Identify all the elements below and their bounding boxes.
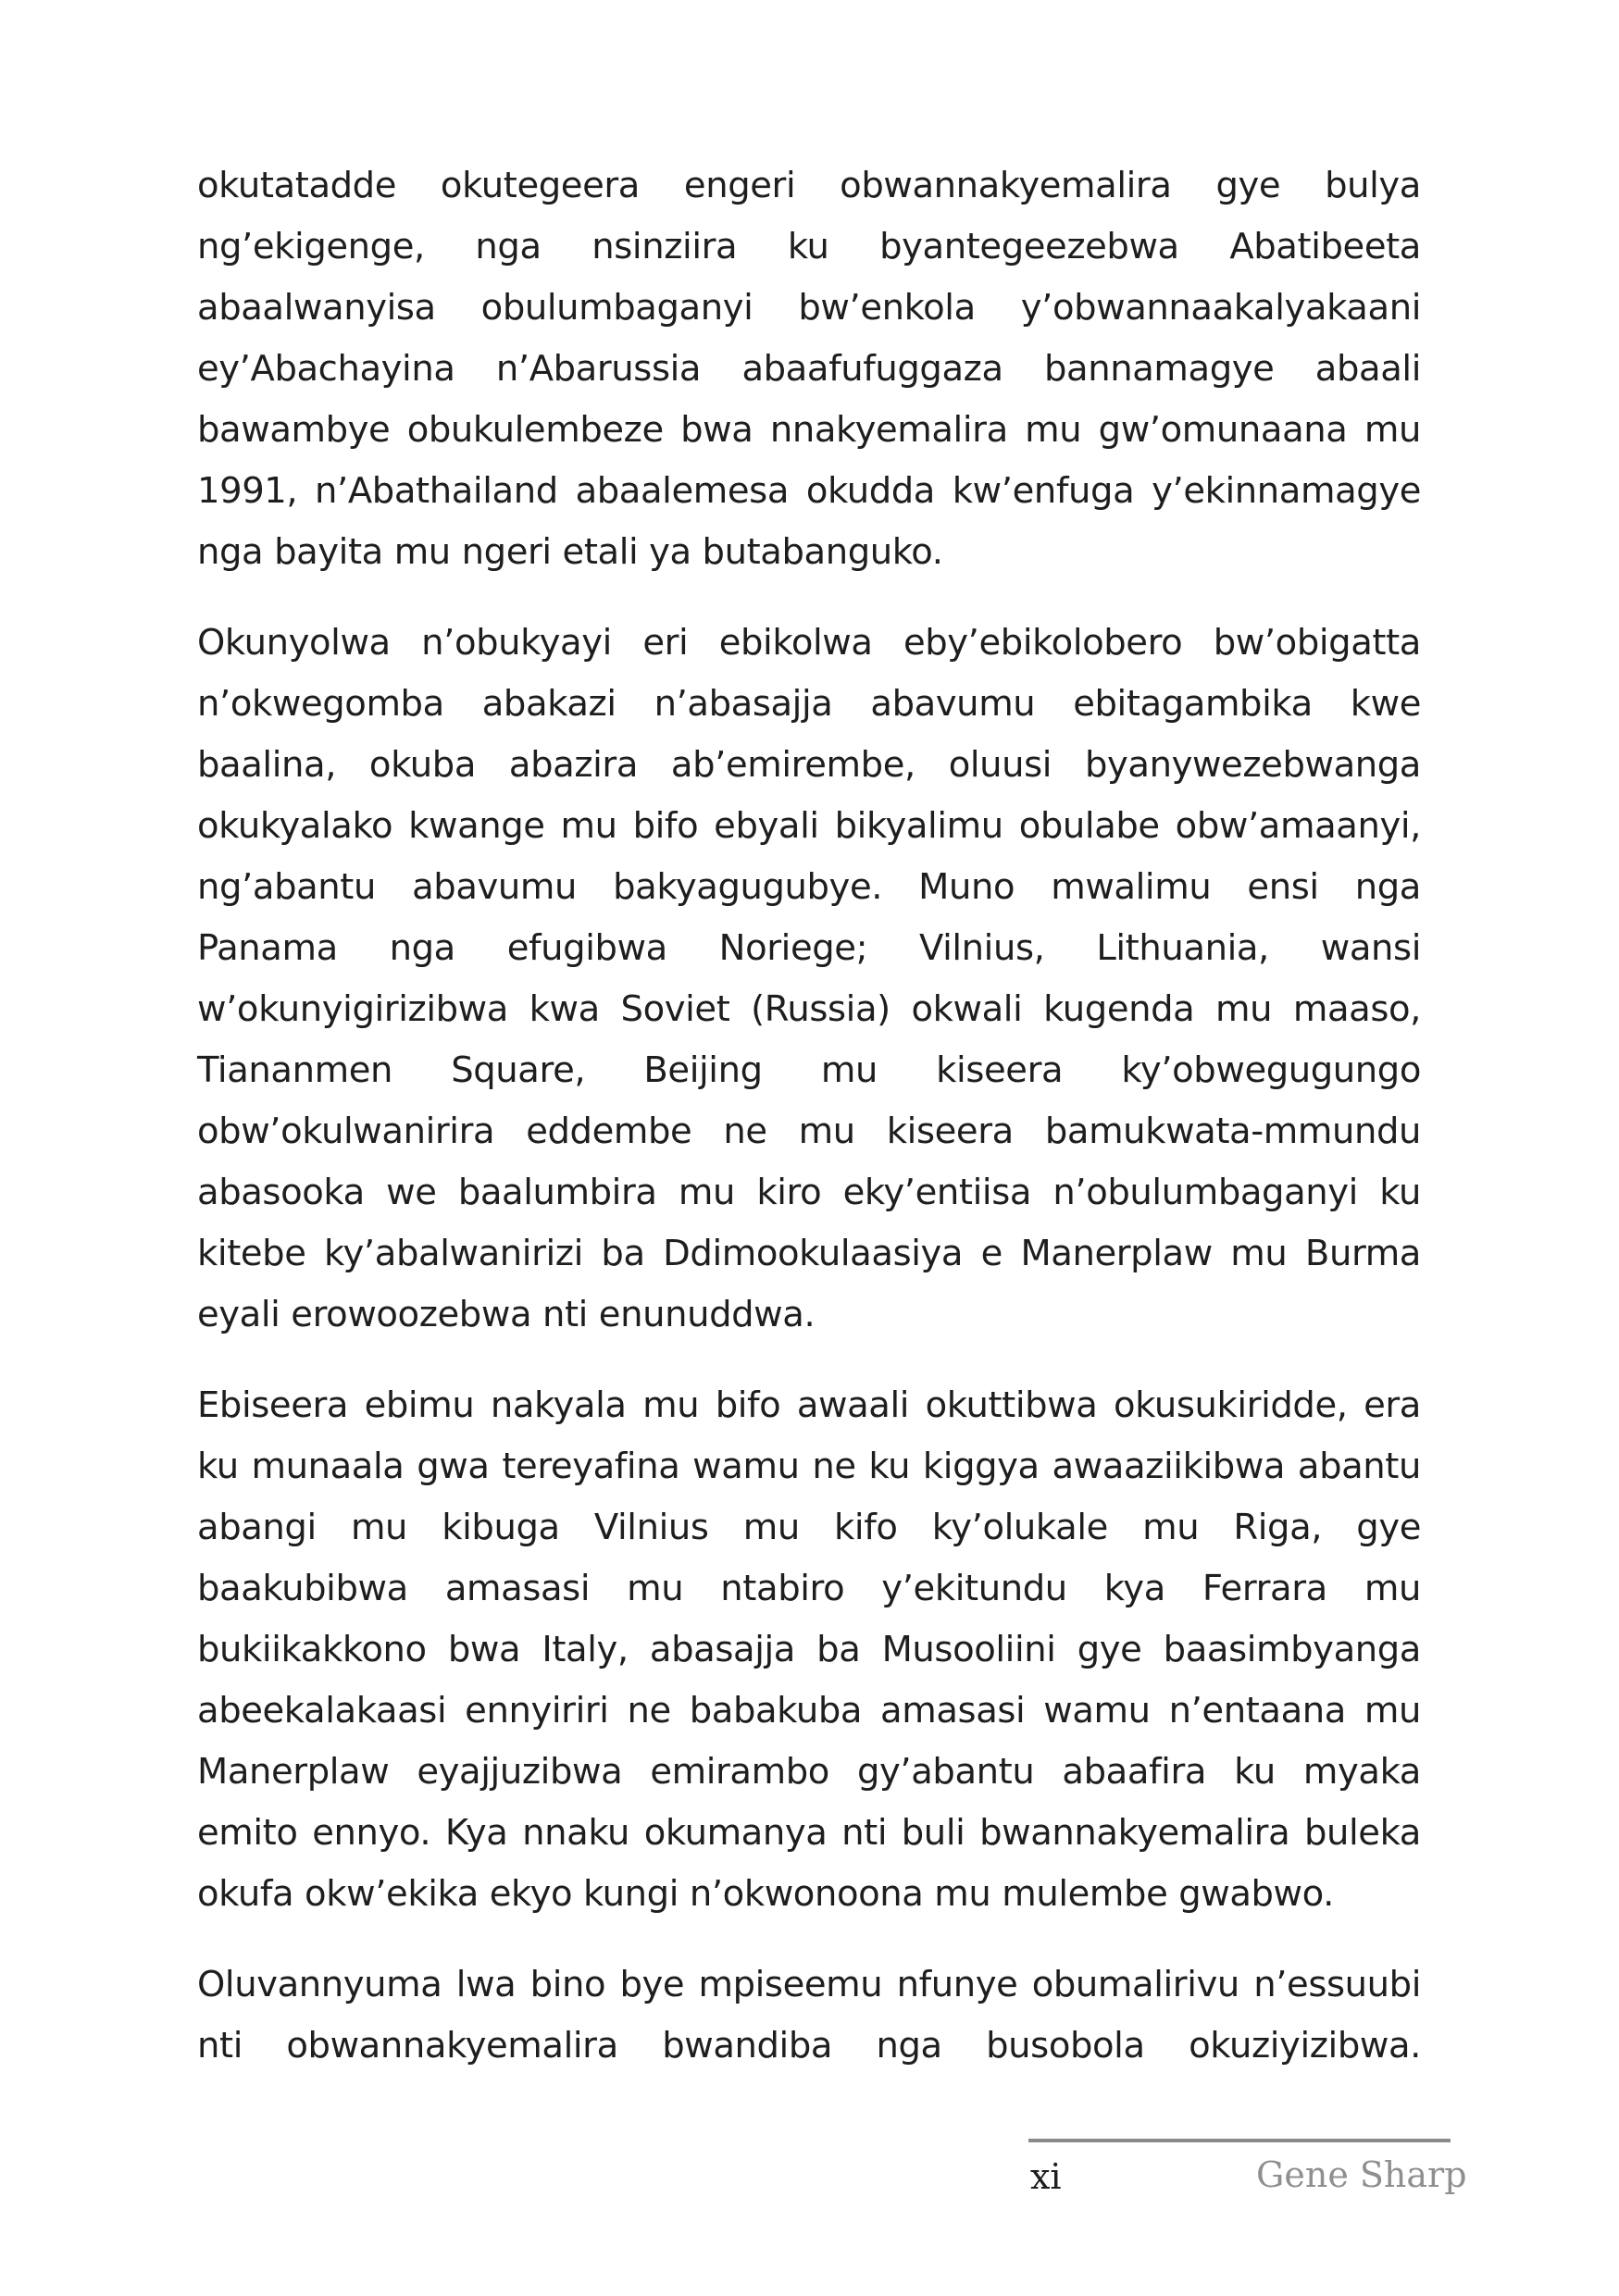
body-text <box>197 155 1421 2106</box>
page-number: xi <box>1030 2156 1062 2197</box>
footer-divider <box>1028 2139 1451 2142</box>
paragraph-1: okutatadde okutegeera engeri obwannakyemalira gye bulya ng’ekigenge, nga nsinziira ku byantegeezebwa Abatibeeta abaalwanyisa obulumbaganyi bw’enkola y’obwannaakalyakaani ey’Abachayina n’Abarussia abaafufuggaza bannamagye abaali bawambye obukulembeze bwa nnakyemalira mu gw’omunaana mu 1991, n’Abathailand abaalemesa okudda kw’enfuga y’ekinnamagye nga bayita mu ngeri etali ya butabanguko. <box>197 165 1421 573</box>
paragraph-2: Okunyolwa n’obukyayi eri ebikolwa eby’ebikolobero bw’obigatta n’okwegomba abakazi n’abasajja abavumu ebitagambika kwe baalina, okuba abazira ab’emirembe, oluusi byanywezebwanga okukyalako kwange mu bifo ebyali bikyalimu obulabe obw’amaanyi, ng’abantu abavumu bakyagugubye. Muno mwalimu ensi nga Panama nga efugibwa Noriege; Vilnius, Lithuania, wansi w’okunyigirizibwa kwa Soviet (Russia) okwali kugenda mu maaso, Tiananmen Square, Beijing mu kiseera ky’obwegugungo obw’okulwanirira eddembe ne mu kiseera bamukwata-mmundu abasooka we baalumbira mu kiro eky’entiisa n’obulumbaganyi ku kitebe ky’abalwanirizi ba Ddimookulaasiya e Manerplaw mu Burma eyali erowoozebwa nti enunuddwa. <box>197 622 1421 1335</box>
paragraph-4: Oluvannyuma lwa bino bye mpiseemu nfunye obumalirivu n’essuubi nti obwannakyemalira bwandiba nga busobola okuziyizibwa. <box>197 1964 1421 2066</box>
paragraph-3: Ebiseera ebimu nakyala mu bifo awaali okuttibwa okusukiridde, era ku munaala gwa tereyafina wamu ne ku kiggya awaaziikibwa abantu abangi mu kibuga Vilnius mu kifo ky’olukale mu Riga, gye baakubibwa amasasi mu ntabiro y’ekitundu kya Ferrara mu bukiikakkono bwa Italy, abasajja ba Musooliini gye baasimbyanga abeekalakaasi ennyiriri ne babakuba amasasi wamu n’entaana mu Manerplaw eyajjuzibwa emirambo gy’abantu abaafira ku myaka emito ennyo. Kya nnaku okumanya nti buli bwannakyemalira buleka okufa okw’ekika ekyo kungi n’okwonoona mu mulembe gwabwo. <box>197 1384 1421 1915</box>
running-footer-author: Gene Sharp <box>1256 2154 1467 2195</box>
